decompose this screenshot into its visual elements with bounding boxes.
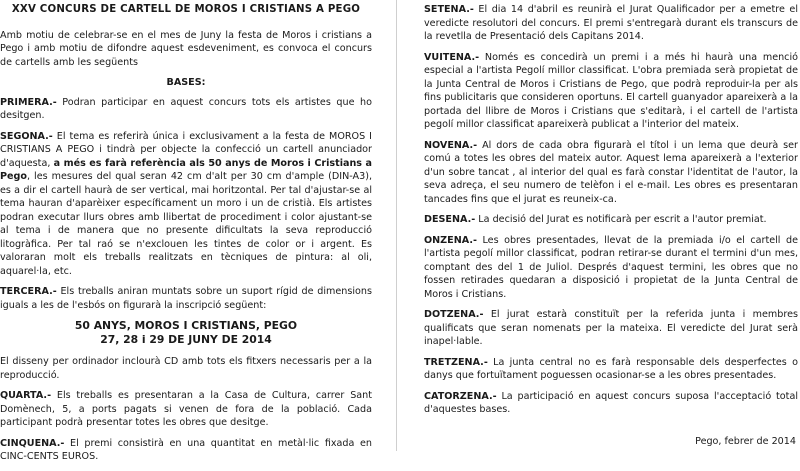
- clause-text: Podran participar en aquest concurs tots els artistes que ho desitgen.: [0, 96, 372, 121]
- clause-text: Els treballs es presentaran a la Casa de Cultura, carrer Sant Domènech, 5, a ports pagats si venen de fora de la població. Cada participant podrà presentar totes les obres que desitge.: [0, 390, 372, 428]
- clause-segona: [0, 130, 372, 279]
- clause-label: SETENA.-: [424, 4, 474, 15]
- clause-vuitena: [424, 51, 798, 132]
- clause-label: CINQUENA.-: [0, 437, 65, 449]
- clause-label: TERCERA.-: [0, 286, 57, 297]
- clause-setena: [424, 3, 798, 44]
- document-title: XXV CONCURS DE CARTELL DE MOROS I CRISTIANS A PEGO: [11, 4, 361, 15]
- digital-note: El disseny per ordinador inclourà CD amb tots els fitxers necessaris per a la reproducció.: [0, 356, 372, 381]
- inscription-line-2: 27, 28 i 29 DE JUNY DE 2014: [100, 333, 272, 346]
- column-divider: [396, 0, 397, 451]
- clause-novena: [424, 139, 798, 207]
- clause-desena: [424, 213, 798, 227]
- clause-text: , les mesures del qual seran 42 cm d'alt per 30 cm d'ample (DIN-A3), es a dir el cartell haurà de ser vertical, mai horitzontal. Per tal d'ajustar-se al tema hauran d'aparèixer específicament un moro i un de cristià. Els artistes podran executar llurs obres amb llibertat de procediment i color ajustant-se al tema i de manera que no presente dificultats la seva reproducció litogràfica. Per tal raó se n'exclouen les tintes de color or i argent. Es valoraran molt els treballs realitzats en tècniques de pintura: al oli, aquarel·la, etc.: [0, 171, 372, 277]
- clause-text: La junta central no es farà responsable dels desperfectes o danys que fortuïtament poguessen ocasionar-se a les obres presentades.: [424, 356, 798, 381]
- clause-quarta: [0, 389, 372, 430]
- clause-label: VUITENA.-: [424, 51, 480, 63]
- clause-label: ONZENA.-: [424, 234, 477, 246]
- clause-emphasis: a més es farà referència als 50 anys de Moros i Cristians a Pego: [0, 157, 372, 182]
- clause-tercera: [0, 285, 372, 312]
- clause-label: CATORZENA.-: [424, 390, 497, 402]
- inscription-line-1: 50 ANYS, MOROS I CRISTIANS, PEGO: [74, 319, 298, 332]
- clause-text: El tema es referirà única i exclusivament a la festa de MOROS I CRISTIANS A PEGO i tindrà per objecte la confecció un cartell anunciador d'aquesta,: [0, 130, 372, 169]
- clause-text: Les obres presentades, llevat de la premiada i/o el cartell de l'artista pegolí millor classificat, podran retirar-se durant el termini d'un mes, comptant des del 1 de Juliol. Després d'aquest termini, les obres que no fossen retirades quedaran a disposició i propietat de la Junta Central de Moros i Cristians.: [424, 234, 798, 300]
- clause-label: DESENA.-: [424, 214, 476, 225]
- left-column: [0, 0, 372, 471]
- clause-text: La decisió del Jurat es notificarà per escrit a l'autor premiat.: [475, 214, 767, 225]
- poster-inscription: [0, 319, 372, 347]
- clause-label: DOTZENA.-: [424, 309, 484, 320]
- clause-text: Només es concedirà un premi i a més hi haurà una menció especial a l'artista Pegolí millor classificat. L'obra premiada serà propietat de la Junta Central de Moros i Cristians de Pego, que podrà reproduir-la per als fins publicitaris que consideren oportuns. El cartell guanyador apareixerà a la portada del llibre de Moros i Cristians que s'editarà, i el cartell de l'artista pegolí millor classificat apareixerà publicat a l'interior del mateix.: [424, 51, 798, 130]
- clause-text: El premi consistirà en una quantitat en metàl·lic fixada en CINC-CENTS EUROS.: [0, 437, 372, 462]
- place-date-signature: Pego, febrer de 2014: [695, 435, 796, 447]
- clause-onzena: [424, 234, 798, 302]
- clause-catorzena: [424, 390, 798, 417]
- right-column: [424, 0, 798, 448]
- clause-primera: [0, 96, 372, 123]
- clause-text: El jurat estarà constituït per la referida junta i membres qualificats que seran nomenats per la mateixa. El veredicte del Jurat serà inapel·lable.: [424, 309, 798, 347]
- clause-dotzena: [424, 308, 798, 349]
- clause-label: TRETZENA.-: [424, 356, 488, 368]
- clause-tretzena: [424, 356, 798, 383]
- bases-heading: BASES:: [166, 77, 206, 88]
- clause-label: SEGONA.-: [0, 130, 53, 142]
- clause-text: El dia 14 d'abril es reunirà el Jurat Qualificador per a emetre el veredicte resolutori del concurs. El premi s'entregarà durant els transcurs de la revetlla de Presentació dels Capitans 2014.: [424, 4, 798, 42]
- clause-label: PRIMERA.-: [0, 96, 57, 108]
- clause-text: Al dors de cada obra figurarà el títol i un lema que deurà ser comú a totes les obres del mateix autor. Aquest lema apareixerà a l'exterior d'un sobre tancat , al interior del qual es farà constar l'identitat de l'autor, la seva adreça, el seu numero de telèfon i el e-mail. Les obres es presentaran tancades fins que el jurat es reuneix-ca.: [424, 139, 798, 205]
- clause-label: NOVENA.-: [424, 139, 478, 151]
- clause-text: Els treballs aniran muntats sobre un suport rígid de dimensions iguals a les de l'esbós on figurarà la inscripció següent:: [0, 286, 372, 311]
- clause-cinquena: [0, 437, 372, 464]
- clause-text: La participació en aquest concurs suposa l'acceptació total d'aquestes bases.: [424, 390, 798, 415]
- clause-label: QUARTA.-: [0, 390, 52, 401]
- intro-paragraph: Amb motiu de celebrar-se en el mes de Juny la festa de Moros i cristians a Pego i amb motiu de difondre aquest esdeveniment, es convoca el concurs de cartells amb les següents: [0, 29, 372, 68]
